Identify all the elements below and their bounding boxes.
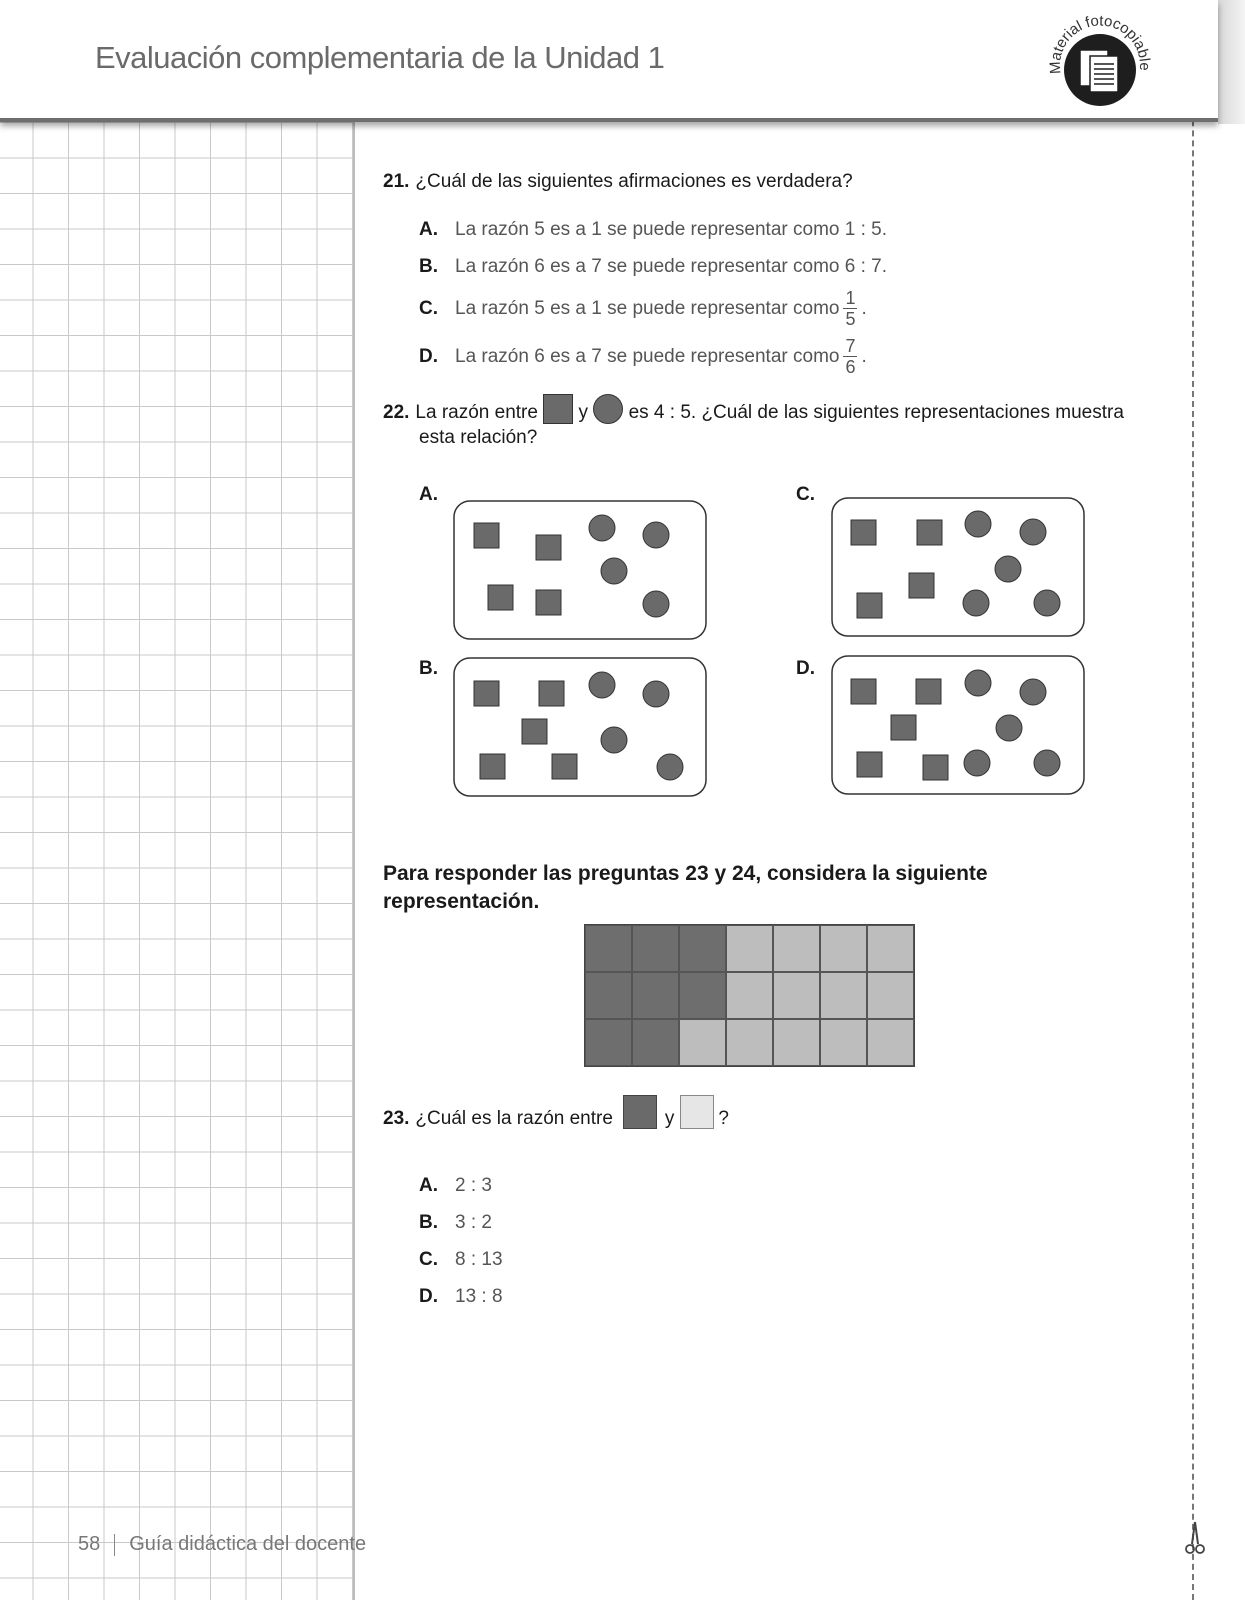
circle-shape bbox=[1034, 750, 1060, 776]
circle-shape bbox=[964, 750, 990, 776]
q22-option-c-box[interactable] bbox=[831, 497, 1087, 639]
question-text-b: y bbox=[578, 402, 589, 423]
scissors-icon bbox=[1183, 1520, 1207, 1558]
circle-shape bbox=[1020, 679, 1046, 705]
question-text-a: ¿Cuál es la razón entre bbox=[415, 1108, 613, 1129]
q22-option-d-box[interactable] bbox=[831, 655, 1087, 797]
option-text: La razón 5 es a 1 se puede representar como 1 : 5. bbox=[455, 219, 887, 240]
light-cell bbox=[867, 1019, 914, 1066]
option-letter: D. bbox=[419, 345, 438, 367]
fraction bbox=[843, 336, 857, 377]
light-cell bbox=[867, 925, 914, 972]
q23-option-b[interactable] bbox=[419, 1212, 492, 1234]
light-cell bbox=[820, 925, 867, 972]
q21-option-b[interactable] bbox=[419, 256, 887, 278]
light-square-icon bbox=[680, 1095, 714, 1129]
dark-cell bbox=[585, 1019, 632, 1066]
q22-option-label: D. bbox=[796, 658, 815, 679]
option-text: 3 : 2 bbox=[455, 1212, 492, 1233]
q23-option-d[interactable] bbox=[419, 1286, 503, 1308]
option-letter: B. bbox=[419, 256, 438, 277]
question-number: 23. bbox=[383, 1108, 410, 1129]
option-letter: A. bbox=[419, 219, 438, 240]
circle-shape bbox=[589, 515, 615, 541]
instruction-heading: Para responder las preguntas 23 y 24, considera la siguiente representación. bbox=[383, 862, 988, 913]
option-text: 2 : 3 bbox=[455, 1175, 492, 1196]
square-shape bbox=[536, 590, 561, 615]
option-text: La razón 5 es a 1 se puede representar como bbox=[455, 297, 840, 319]
circle-symbol-icon bbox=[593, 394, 623, 424]
question-text-d: esta relación? bbox=[419, 427, 538, 448]
circle-shape bbox=[601, 727, 627, 753]
light-cell bbox=[679, 1019, 726, 1066]
fraction-denominator: 6 bbox=[845, 357, 856, 377]
circle-shape bbox=[963, 590, 989, 616]
square-symbol-icon bbox=[543, 394, 573, 424]
dark-cell bbox=[679, 925, 726, 972]
q22-option-label: A. bbox=[419, 484, 438, 505]
square-shape bbox=[522, 719, 547, 744]
badge-text: Material fotocopiable bbox=[1046, 12, 1154, 75]
square-shape bbox=[488, 585, 513, 610]
circle-shape bbox=[643, 522, 669, 548]
square-shape bbox=[909, 573, 934, 598]
dark-cell bbox=[585, 972, 632, 1019]
question-text-b: y bbox=[664, 1108, 675, 1129]
option-letter: C. bbox=[419, 1249, 438, 1270]
circle-shape bbox=[965, 670, 991, 696]
square-shape bbox=[857, 752, 882, 777]
ratio-representation-grid bbox=[584, 924, 915, 1067]
book-title: Guía didáctica del docente bbox=[129, 1533, 367, 1555]
q22-option-label: C. bbox=[796, 484, 815, 505]
page-number: 58 bbox=[78, 1533, 101, 1555]
circle-shape bbox=[1020, 519, 1046, 545]
q23-option-a[interactable] bbox=[419, 1175, 492, 1197]
question-text-c: es 4 : 5. ¿Cuál de las siguientes representaciones muestra bbox=[628, 402, 1124, 423]
circle-shape bbox=[643, 681, 669, 707]
dark-cell bbox=[585, 925, 632, 972]
q22-option-a-box[interactable] bbox=[453, 500, 709, 642]
footer-separator bbox=[114, 1534, 115, 1556]
question-text-c: ? bbox=[718, 1108, 729, 1129]
graph-paper-panel bbox=[0, 118, 355, 1600]
question-number: 22. bbox=[383, 402, 410, 423]
option-letter: A. bbox=[419, 1175, 438, 1196]
question-21 bbox=[383, 171, 853, 193]
square-shape bbox=[536, 535, 561, 560]
dark-cell bbox=[632, 1019, 679, 1066]
q23-option-c[interactable] bbox=[419, 1249, 503, 1271]
page-header bbox=[0, 0, 1218, 122]
photocopiable-badge-icon bbox=[1040, 8, 1158, 112]
option-letter: B. bbox=[419, 1212, 438, 1233]
square-shape bbox=[857, 593, 882, 618]
option-text: La razón 6 es a 7 se puede representar como 6 : 7. bbox=[455, 256, 887, 277]
option-text: 13 : 8 bbox=[455, 1286, 503, 1307]
option-letter: C. bbox=[419, 297, 438, 319]
square-shape bbox=[474, 681, 499, 706]
q21-option-a[interactable] bbox=[419, 219, 887, 241]
light-cell bbox=[773, 925, 820, 972]
square-shape bbox=[539, 681, 564, 706]
q21-option-d[interactable] bbox=[419, 336, 867, 377]
question-23 bbox=[383, 1108, 729, 1130]
cut-line bbox=[1192, 0, 1194, 1600]
circle-shape bbox=[589, 672, 615, 698]
square-shape bbox=[923, 755, 948, 780]
circle-shape bbox=[995, 556, 1021, 582]
square-shape bbox=[891, 715, 916, 740]
option-letter: D. bbox=[419, 1286, 438, 1307]
light-cell bbox=[867, 972, 914, 1019]
square-shape bbox=[552, 754, 577, 779]
light-cell bbox=[820, 972, 867, 1019]
dark-cell bbox=[632, 972, 679, 1019]
option-text: 8 : 13 bbox=[455, 1249, 503, 1270]
light-cell bbox=[726, 1019, 773, 1066]
circle-shape bbox=[657, 754, 683, 780]
dark-square-icon bbox=[623, 1095, 657, 1129]
light-cell bbox=[820, 1019, 867, 1066]
q21-option-c[interactable] bbox=[419, 288, 867, 329]
circle-shape bbox=[1034, 590, 1060, 616]
circle-shape bbox=[996, 715, 1022, 741]
option-end: . bbox=[861, 297, 867, 319]
fraction-numerator: 7 bbox=[845, 336, 856, 356]
dark-cell bbox=[679, 972, 726, 1019]
q22-option-label: B. bbox=[419, 658, 438, 679]
fraction bbox=[843, 288, 857, 329]
question-text: ¿Cuál de las siguientes afirmaciones es verdadera? bbox=[415, 171, 853, 192]
square-shape bbox=[851, 679, 876, 704]
header-title: Evaluación complementaria de la Unidad 1 bbox=[95, 40, 665, 75]
q22-option-b-box[interactable] bbox=[453, 657, 709, 799]
option-end: . bbox=[861, 345, 867, 367]
square-shape bbox=[474, 523, 499, 548]
square-shape bbox=[916, 679, 941, 704]
question-22 bbox=[383, 400, 1143, 450]
fraction-numerator: 1 bbox=[845, 288, 856, 308]
option-text: La razón 6 es a 7 se puede representar como bbox=[455, 345, 840, 367]
circle-shape bbox=[601, 558, 627, 584]
square-shape bbox=[480, 754, 505, 779]
circle-shape bbox=[965, 511, 991, 537]
fraction-denominator: 5 bbox=[845, 309, 856, 329]
light-cell bbox=[773, 1019, 820, 1066]
light-cell bbox=[726, 972, 773, 1019]
page-footer bbox=[78, 1533, 366, 1556]
square-shape bbox=[917, 520, 942, 545]
header-edge-shade bbox=[1218, 0, 1245, 124]
square-shape bbox=[851, 520, 876, 545]
question-text-a: La razón entre bbox=[415, 402, 538, 423]
question-number: 21. bbox=[383, 171, 410, 192]
light-cell bbox=[726, 925, 773, 972]
dark-cell bbox=[632, 925, 679, 972]
circle-shape bbox=[643, 591, 669, 617]
light-cell bbox=[773, 972, 820, 1019]
